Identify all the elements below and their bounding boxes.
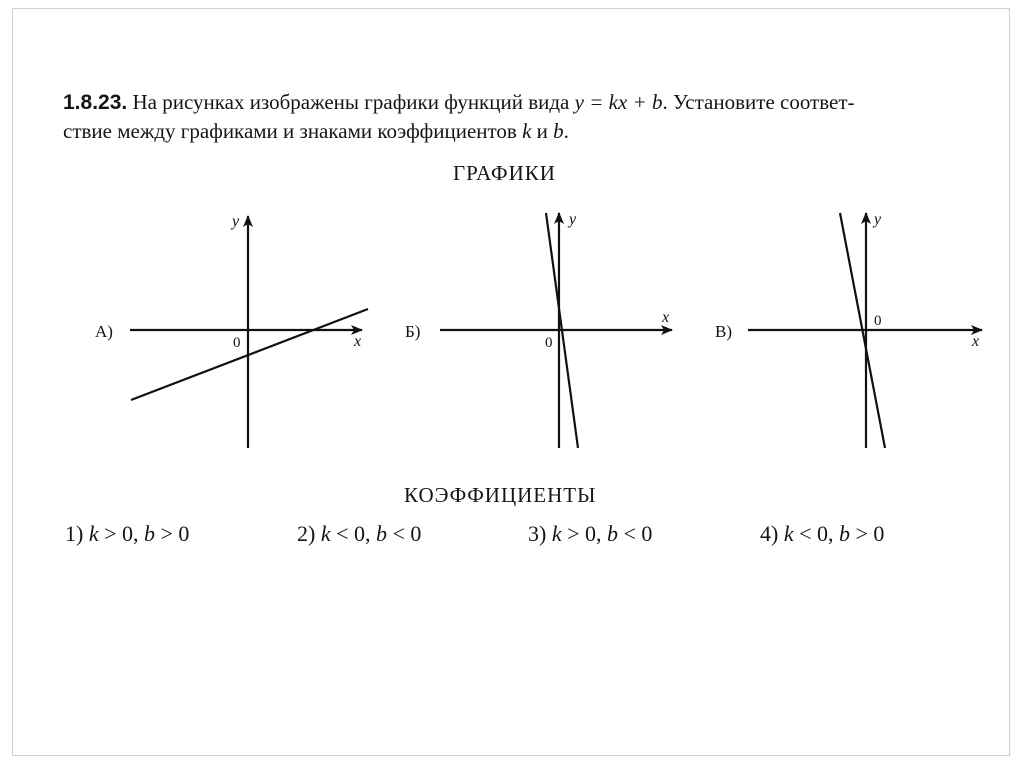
option-number: 2) (297, 521, 321, 546)
option-number: 1) (65, 521, 89, 546)
option-k: k (551, 521, 562, 546)
problem-text-3: ствие между графиками и знаками коэффициентов (63, 119, 523, 143)
option-k-sign: < 0, (793, 521, 840, 546)
problem-number: 1.8.23. (63, 91, 128, 114)
graph-b-origin: 0 (545, 335, 553, 351)
option-k-sign: > 0, (561, 521, 608, 546)
problem-k: k (522, 119, 532, 143)
graph-v-origin: 0 (874, 313, 882, 329)
graph-b-x-label: x (662, 309, 670, 326)
problem-text-2: . Установите соответ- (662, 90, 855, 114)
option-k-sign: < 0, (330, 521, 377, 546)
option-k: k (783, 521, 794, 546)
coefficient-option-2 (297, 521, 421, 547)
graph-a-x-label: x (354, 333, 362, 350)
option-k: k (88, 521, 99, 546)
option-b-sign: < 0 (387, 521, 422, 546)
option-b: b (376, 521, 388, 546)
problem-end: . (563, 119, 569, 143)
graph-v-label: В) (715, 322, 732, 341)
graph-b-label: Б) (405, 322, 421, 341)
graph-a (95, 213, 368, 448)
graph-v-x-label: x (972, 333, 980, 350)
option-number: 4) (760, 521, 784, 546)
problem-text-1: На рисунках изображены графики функций вида (132, 90, 575, 114)
option-b-sign: < 0 (618, 521, 653, 546)
coefficient-option-1 (65, 521, 189, 547)
graphs-heading: ГРАФИКИ (453, 161, 556, 185)
graph-v-y-label: y (874, 211, 882, 228)
graph-b (405, 211, 672, 448)
problem-formula: y = kx + b (574, 90, 663, 114)
option-b-sign: > 0 (850, 521, 885, 546)
option-k: k (320, 521, 331, 546)
option-k-sign: > 0, (98, 521, 145, 546)
option-b-sign: > 0 (155, 521, 190, 546)
graph-b-y-label: y (569, 211, 577, 228)
graph-a-origin: 0 (233, 335, 241, 351)
option-b: b (839, 521, 851, 546)
coefficients-heading: КОЭФФИЦИЕНТЫ (404, 483, 597, 507)
graph-v (715, 211, 982, 448)
option-b: b (607, 521, 619, 546)
coefficient-option-4 (760, 521, 884, 547)
coefficient-option-3 (528, 521, 652, 547)
option-number: 3) (528, 521, 552, 546)
graph-a-label: А) (95, 322, 113, 341)
option-b: b (144, 521, 156, 546)
graph-a-line (131, 309, 368, 400)
graph-a-y-label: y (232, 213, 240, 230)
problem-b: b (553, 119, 564, 143)
problem-and: и (531, 119, 554, 143)
